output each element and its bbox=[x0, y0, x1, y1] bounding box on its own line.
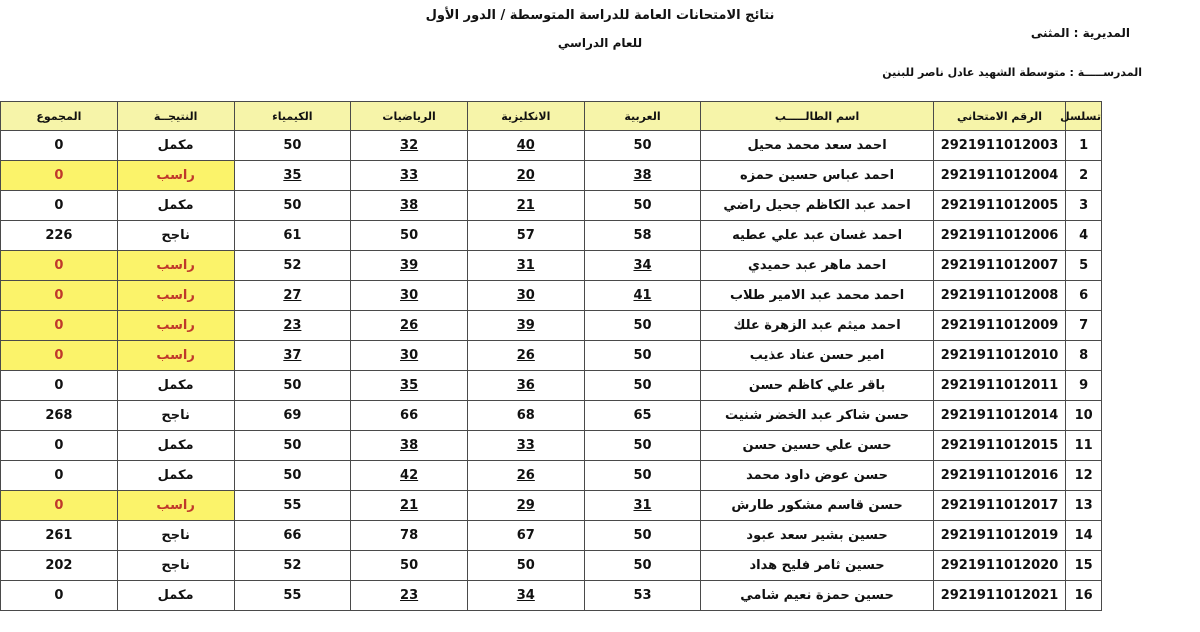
cell-grade-chemistry: 50 bbox=[234, 191, 351, 221]
cell-exam-number: 2921911012008 bbox=[933, 281, 1065, 311]
cell-grade-chemistry: 50 bbox=[234, 371, 351, 401]
cell-grade-arabic: 50 bbox=[584, 131, 701, 161]
cell-seq: 11 bbox=[1066, 431, 1102, 461]
cell-seq: 13 bbox=[1066, 491, 1102, 521]
cell-grade-arabic: 38 bbox=[584, 161, 701, 191]
cell-total: 0 bbox=[1, 131, 118, 161]
cell-grade-english: 67 bbox=[467, 521, 584, 551]
cell-exam-number: 2921911012016 bbox=[933, 461, 1065, 491]
cell-grade-english: 31 bbox=[467, 251, 584, 281]
cell-grade-math: 23 bbox=[351, 581, 468, 611]
cell-student-name: احمد عباس حسين حمزه bbox=[701, 161, 933, 191]
table-row bbox=[1, 551, 1102, 581]
cell-student-name: احمد غسان عبد علي عطيه bbox=[701, 221, 933, 251]
cell-result: ناجح bbox=[117, 221, 234, 251]
cell-student-name: حسن قاسم مشكور طارش bbox=[701, 491, 933, 521]
cell-seq: 1 bbox=[1066, 131, 1102, 161]
cell-exam-number: 2921911012021 bbox=[933, 581, 1065, 611]
cell-total: 0 bbox=[1, 191, 118, 221]
cell-result: مكمل bbox=[117, 581, 234, 611]
cell-grade-math: 30 bbox=[351, 341, 468, 371]
cell-grade-chemistry: 35 bbox=[234, 161, 351, 191]
cell-student-name: حسن شاكر عبد الخضر شنيت bbox=[701, 401, 933, 431]
cell-grade-chemistry: 55 bbox=[234, 581, 351, 611]
cell-seq: 16 bbox=[1066, 581, 1102, 611]
cell-grade-arabic: 34 bbox=[584, 251, 701, 281]
cell-total: 0 bbox=[1, 461, 118, 491]
cell-result: راسب bbox=[117, 311, 234, 341]
cell-result: راسب bbox=[117, 341, 234, 371]
school-label: المدرســـــة : bbox=[1069, 66, 1142, 79]
cell-student-name: حسن علي حسين حسن bbox=[701, 431, 933, 461]
cell-student-name: حسين حمزة نعيم شامي bbox=[701, 581, 933, 611]
directorate-line bbox=[1031, 26, 1130, 40]
cell-grade-math: 78 bbox=[351, 521, 468, 551]
cell-grade-arabic: 65 bbox=[584, 401, 701, 431]
cell-grade-arabic: 31 bbox=[584, 491, 701, 521]
header-arabic: العربية bbox=[584, 102, 701, 131]
cell-grade-english: 34 bbox=[467, 581, 584, 611]
cell-student-name: حسن عوض داود محمد bbox=[701, 461, 933, 491]
cell-exam-number: 2921911012010 bbox=[933, 341, 1065, 371]
cell-grade-english: 39 bbox=[467, 311, 584, 341]
cell-grade-chemistry: 66 bbox=[234, 521, 351, 551]
header-math: الرياضيات bbox=[351, 102, 468, 131]
cell-grade-chemistry: 50 bbox=[234, 461, 351, 491]
cell-total: 0 bbox=[1, 371, 118, 401]
cell-result: راسب bbox=[117, 281, 234, 311]
table-row bbox=[1, 371, 1102, 401]
cell-grade-math: 21 bbox=[351, 491, 468, 521]
cell-grade-english: 26 bbox=[467, 341, 584, 371]
school-line bbox=[882, 66, 1142, 79]
cell-grade-arabic: 53 bbox=[584, 581, 701, 611]
cell-grade-math: 30 bbox=[351, 281, 468, 311]
cell-student-name: امير حسن عناد عذيب bbox=[701, 341, 933, 371]
cell-grade-chemistry: 55 bbox=[234, 491, 351, 521]
cell-result: مكمل bbox=[117, 371, 234, 401]
cell-grade-math: 42 bbox=[351, 461, 468, 491]
cell-seq: 5 bbox=[1066, 251, 1102, 281]
cell-grade-math: 39 bbox=[351, 251, 468, 281]
cell-exam-number: 2921911012004 bbox=[933, 161, 1065, 191]
cell-grade-arabic: 58 bbox=[584, 221, 701, 251]
cell-result: مكمل bbox=[117, 191, 234, 221]
cell-grade-arabic: 50 bbox=[584, 311, 701, 341]
cell-student-name: احمد ميثم عبد الزهرة علك bbox=[701, 311, 933, 341]
directorate-label: المديرية : bbox=[1073, 26, 1130, 40]
header-seq: تسلسل bbox=[1066, 102, 1102, 131]
cell-exam-number: 2921911012003 bbox=[933, 131, 1065, 161]
cell-seq: 10 bbox=[1066, 401, 1102, 431]
cell-grade-math: 33 bbox=[351, 161, 468, 191]
table-row bbox=[1, 281, 1102, 311]
table-row bbox=[1, 521, 1102, 551]
table-header-row bbox=[1, 102, 1102, 131]
cell-grade-chemistry: 37 bbox=[234, 341, 351, 371]
cell-grade-english: 57 bbox=[467, 221, 584, 251]
cell-student-name: باقر علي كاظم حسن bbox=[701, 371, 933, 401]
cell-result: ناجح bbox=[117, 521, 234, 551]
cell-exam-number: 2921911012007 bbox=[933, 251, 1065, 281]
cell-exam-number: 2921911012011 bbox=[933, 371, 1065, 401]
cell-grade-chemistry: 50 bbox=[234, 131, 351, 161]
cell-result: مكمل bbox=[117, 461, 234, 491]
cell-student-name: احمد عبد الكاظم جحيل راضي bbox=[701, 191, 933, 221]
cell-total: 202 bbox=[1, 551, 118, 581]
header-english: الانكليزية bbox=[467, 102, 584, 131]
cell-student-name: حسين ثامر فليح هداد bbox=[701, 551, 933, 581]
header-chemistry: الكيمياء bbox=[234, 102, 351, 131]
cell-grade-english: 30 bbox=[467, 281, 584, 311]
school-value: متوسطة الشهيد عادل ناصر للبنين bbox=[882, 66, 1066, 79]
cell-grade-math: 66 bbox=[351, 401, 468, 431]
cell-grade-chemistry: 69 bbox=[234, 401, 351, 431]
table-row bbox=[1, 401, 1102, 431]
cell-seq: 2 bbox=[1066, 161, 1102, 191]
cell-total: 268 bbox=[1, 401, 118, 431]
cell-seq: 8 bbox=[1066, 341, 1102, 371]
table-row bbox=[1, 221, 1102, 251]
cell-result: مكمل bbox=[117, 131, 234, 161]
cell-grade-arabic: 50 bbox=[584, 341, 701, 371]
table-row bbox=[1, 491, 1102, 521]
cell-grade-english: 36 bbox=[467, 371, 584, 401]
cell-seq: 9 bbox=[1066, 371, 1102, 401]
cell-grade-math: 50 bbox=[351, 551, 468, 581]
cell-grade-math: 26 bbox=[351, 311, 468, 341]
cell-grade-math: 38 bbox=[351, 431, 468, 461]
cell-grade-math: 35 bbox=[351, 371, 468, 401]
cell-seq: 7 bbox=[1066, 311, 1102, 341]
cell-grade-arabic: 50 bbox=[584, 521, 701, 551]
cell-seq: 4 bbox=[1066, 221, 1102, 251]
cell-grade-arabic: 50 bbox=[584, 461, 701, 491]
cell-grade-english: 21 bbox=[467, 191, 584, 221]
table-row bbox=[1, 581, 1102, 611]
cell-exam-number: 2921911012005 bbox=[933, 191, 1065, 221]
header-exam-number: الرقم الامتحاني bbox=[933, 102, 1065, 131]
cell-grade-math: 50 bbox=[351, 221, 468, 251]
cell-seq: 15 bbox=[1066, 551, 1102, 581]
header-total: المجموع bbox=[1, 102, 118, 131]
table-row bbox=[1, 131, 1102, 161]
cell-grade-arabic: 50 bbox=[584, 191, 701, 221]
cell-total: 0 bbox=[1, 581, 118, 611]
cell-grade-english: 29 bbox=[467, 491, 584, 521]
cell-student-name: احمد ماهر عبد حميدي bbox=[701, 251, 933, 281]
cell-total: 0 bbox=[1, 251, 118, 281]
results-body bbox=[1, 131, 1102, 611]
cell-seq: 12 bbox=[1066, 461, 1102, 491]
cell-grade-chemistry: 52 bbox=[234, 251, 351, 281]
cell-grade-english: 20 bbox=[467, 161, 584, 191]
cell-grade-arabic: 41 bbox=[584, 281, 701, 311]
cell-seq: 3 bbox=[1066, 191, 1102, 221]
cell-grade-arabic: 50 bbox=[584, 371, 701, 401]
cell-seq: 14 bbox=[1066, 521, 1102, 551]
cell-seq: 6 bbox=[1066, 281, 1102, 311]
cell-exam-number: 2921911012009 bbox=[933, 311, 1065, 341]
cell-grade-chemistry: 61 bbox=[234, 221, 351, 251]
table-row bbox=[1, 251, 1102, 281]
cell-exam-number: 2921911012019 bbox=[933, 521, 1065, 551]
cell-result: ناجح bbox=[117, 401, 234, 431]
cell-exam-number: 2921911012020 bbox=[933, 551, 1065, 581]
cell-grade-arabic: 50 bbox=[584, 551, 701, 581]
academic-year-label: للعام الدراسي bbox=[557, 36, 643, 50]
cell-total: 0 bbox=[1, 491, 118, 521]
table-row bbox=[1, 161, 1102, 191]
cell-grade-arabic: 50 bbox=[584, 431, 701, 461]
cell-total: 261 bbox=[1, 521, 118, 551]
cell-grade-math: 38 bbox=[351, 191, 468, 221]
table-row bbox=[1, 311, 1102, 341]
cell-grade-math: 32 bbox=[351, 131, 468, 161]
cell-grade-chemistry: 27 bbox=[234, 281, 351, 311]
cell-result: راسب bbox=[117, 251, 234, 281]
table-row bbox=[1, 431, 1102, 461]
table-row bbox=[1, 191, 1102, 221]
page-title: نتائج الامتحانات العامة للدراسة المتوسطة / الدور الأول bbox=[425, 8, 775, 23]
cell-total: 226 bbox=[1, 221, 118, 251]
cell-exam-number: 2921911012014 bbox=[933, 401, 1065, 431]
cell-grade-chemistry: 23 bbox=[234, 311, 351, 341]
cell-grade-english: 50 bbox=[467, 551, 584, 581]
cell-result: راسب bbox=[117, 161, 234, 191]
cell-grade-chemistry: 52 bbox=[234, 551, 351, 581]
cell-result: مكمل bbox=[117, 431, 234, 461]
header-student-name: اسم الطالـــــب bbox=[701, 102, 933, 131]
cell-exam-number: 2921911012015 bbox=[933, 431, 1065, 461]
cell-total: 0 bbox=[1, 161, 118, 191]
cell-grade-english: 68 bbox=[467, 401, 584, 431]
cell-result: راسب bbox=[117, 491, 234, 521]
cell-exam-number: 2921911012006 bbox=[933, 221, 1065, 251]
directorate-value: المثنى bbox=[1030, 26, 1070, 40]
cell-total: 0 bbox=[1, 341, 118, 371]
cell-grade-english: 33 bbox=[467, 431, 584, 461]
cell-student-name: حسين بشير سعد عبود bbox=[701, 521, 933, 551]
header-result: النتيجــة bbox=[117, 102, 234, 131]
cell-exam-number: 2921911012017 bbox=[933, 491, 1065, 521]
cell-grade-english: 26 bbox=[467, 461, 584, 491]
cell-student-name: احمد سعد محمد محيل bbox=[701, 131, 933, 161]
table-row bbox=[1, 341, 1102, 371]
cell-grade-english: 40 bbox=[467, 131, 584, 161]
cell-grade-chemistry: 50 bbox=[234, 431, 351, 461]
cell-total: 0 bbox=[1, 431, 118, 461]
results-table bbox=[0, 101, 1102, 611]
cell-total: 0 bbox=[1, 311, 118, 341]
cell-student-name: احمد محمد عبد الامير طلاب bbox=[701, 281, 933, 311]
cell-total: 0 bbox=[1, 281, 118, 311]
table-row bbox=[1, 461, 1102, 491]
cell-result: ناجح bbox=[117, 551, 234, 581]
